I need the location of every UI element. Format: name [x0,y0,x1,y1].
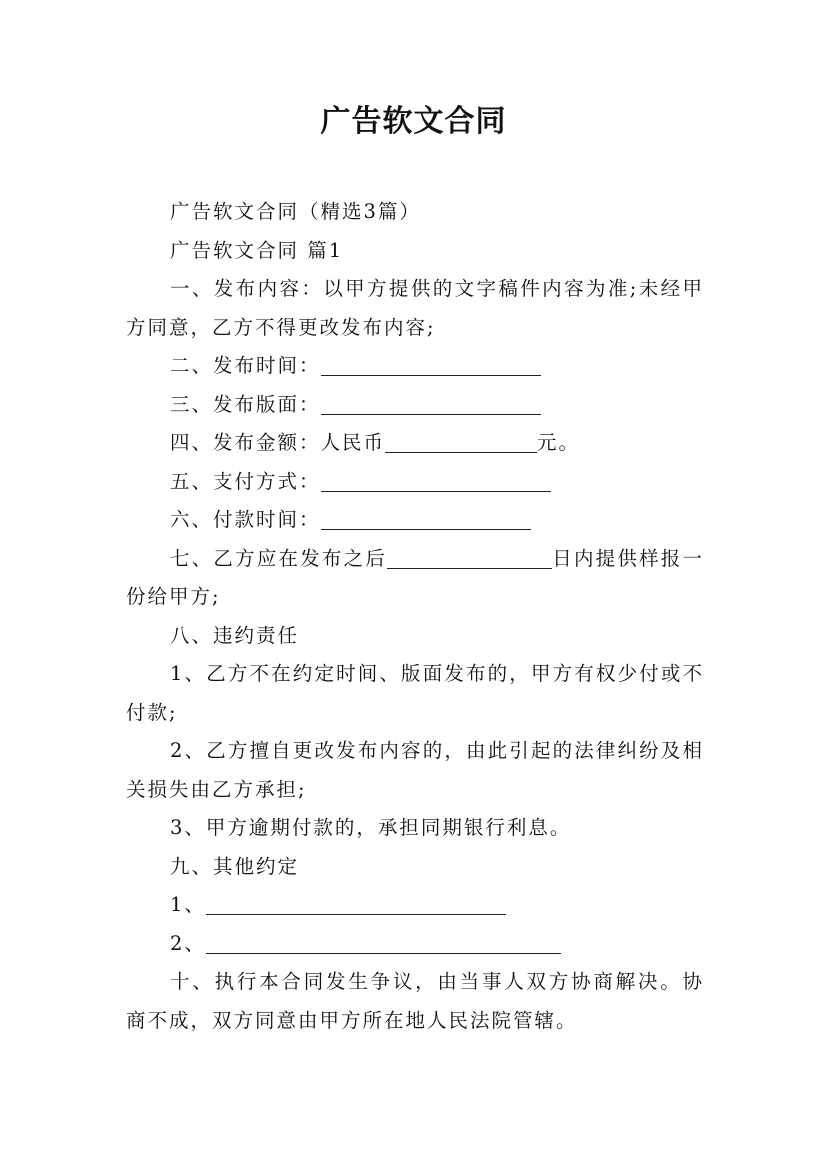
document-body [126,193,704,1040]
clause-6 [126,501,704,540]
payment-method-blank [321,471,551,492]
clause-9-heading: 九、其他约定 [170,854,300,878]
clause-4 [126,424,704,463]
clause-7-before: 七、乙方应在发布之后 [170,546,388,570]
clause-7-after: 日内提供样报一份给甲方; [126,546,704,608]
publish-time-blank [321,355,541,376]
clause-9-1-label: 1、 [170,893,206,916]
document-subtitle: 广告软文合同（精选3篇） [170,200,421,223]
days-blank [387,548,552,569]
clause-10: 十、执行本合同发生争议，由当事人双方协商解决。协商不成，双方同意由甲方所在地人民法院管辖。 [126,970,704,1032]
clause-8-2: 2、乙方擅自更改发布内容的，由此引起的法律纠纷及相关损失由乙方承担; [126,739,704,801]
publish-section-blank [321,394,541,415]
clause-1: 一、发布内容：以甲方提供的文字稿件内容为准;未经甲方同意，乙方不得更改发布内容; [126,277,704,339]
clause-8-3: 3、甲方逾期付款的，承担同期银行利息。 [170,816,572,839]
other-agreement-1-blank [206,894,506,915]
clause-7 [126,540,704,617]
clause-5-label: 五、支付方式： [170,469,321,493]
clause-8-heading: 八、违约责任 [170,623,300,647]
clause-2-label: 二、发布时间： [170,354,321,377]
clause-5 [126,463,704,502]
document-title: 广告软文合同 [320,104,507,139]
section-heading: 广告软文合同 篇1 [170,238,344,262]
payment-time-blank [321,509,531,530]
other-agreement-2-blank [206,933,561,954]
clause-9-2 [126,925,704,964]
clause-2 [126,347,704,386]
clause-8-1: 1、乙方不在约定时间、版面发布的，甲方有权少付或不付款; [126,662,704,724]
clause-9-1 [126,886,704,925]
clause-3-label: 三、发布版面： [170,392,321,416]
clause-4-unit: 元。 [537,431,581,454]
clause-9-2-label: 2、 [170,931,206,955]
clause-6-label: 六、付款时间： [170,508,321,531]
clause-4-label: 四、发布金额：人民币 [170,431,386,454]
amount-blank [385,432,537,453]
clause-3 [126,386,704,425]
